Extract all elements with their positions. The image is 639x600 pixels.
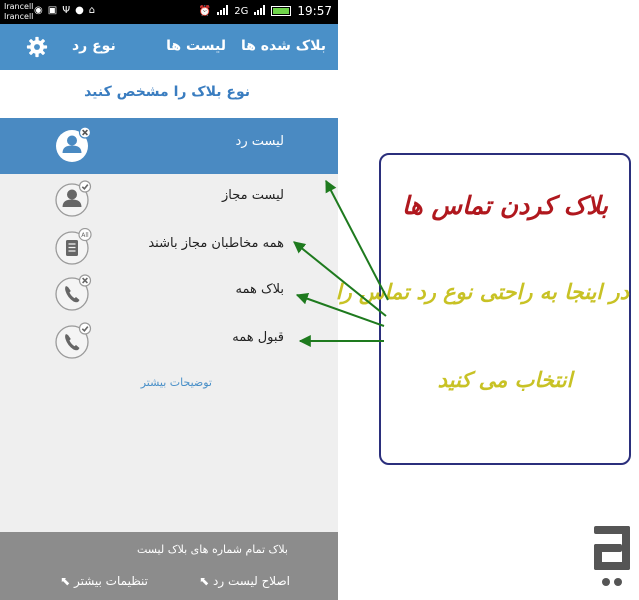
arrow-up-left-icon: ⬉ bbox=[199, 574, 210, 588]
message-icon: ● bbox=[75, 5, 84, 16]
signal-icon-2 bbox=[254, 5, 265, 18]
notification-icons bbox=[34, 5, 95, 16]
battery-icon bbox=[271, 6, 291, 16]
system-icons bbox=[199, 4, 332, 18]
carrier-2: Irancell bbox=[4, 12, 34, 21]
block-mode-label: همه مخاطبان مجاز باشند bbox=[148, 236, 284, 251]
block-mode-label: قبول همه bbox=[232, 330, 284, 345]
phone-allowed-icon bbox=[54, 322, 92, 360]
callout-line-2: انتخاب می کنید bbox=[437, 367, 573, 392]
block-mode-label: لیست رد bbox=[235, 134, 284, 149]
more-settings-label: تنظیمات بیشتر bbox=[73, 574, 148, 588]
network-type: 2G bbox=[234, 5, 249, 17]
tab-blocked[interactable]: بلاک شده ها bbox=[240, 38, 326, 54]
edit-list-label: اصلاح لیست رد bbox=[213, 574, 290, 588]
contact-blocked-icon bbox=[54, 126, 92, 164]
app-notification-icon: ◉ bbox=[34, 5, 43, 16]
carrier-names bbox=[4, 2, 33, 22]
block-mode-label: لیست مجاز bbox=[222, 188, 284, 203]
more-settings-button[interactable] bbox=[54, 574, 148, 588]
tab-lists[interactable]: لیست ها bbox=[166, 38, 226, 54]
tab-bar bbox=[0, 24, 338, 70]
store-logo-icon bbox=[588, 522, 636, 596]
callout-box bbox=[335, 153, 631, 465]
gear-icon[interactable] bbox=[26, 36, 48, 58]
arrow-up-left-icon: ⬉ bbox=[60, 574, 71, 588]
block-mode-allowed-list[interactable] bbox=[0, 174, 338, 222]
contact-allowed-icon bbox=[54, 180, 92, 218]
block-mode-reject-list[interactable] bbox=[0, 118, 338, 174]
block-mode-label: بلاک همه bbox=[235, 282, 284, 297]
svg-text:All: All bbox=[81, 232, 89, 239]
phone-blocked-icon bbox=[54, 274, 92, 312]
callout-title: بلاک کردن تماس ها bbox=[402, 191, 608, 220]
all-contacts-icon bbox=[54, 228, 92, 266]
carrier-1: Irancell bbox=[4, 2, 34, 11]
clock: 19:57 bbox=[297, 4, 332, 18]
block-mode-all-contacts[interactable] bbox=[0, 222, 338, 270]
page-subtitle: نوع بلاک را مشخص کنید bbox=[84, 84, 250, 100]
image-notification-icon: ▣ bbox=[47, 5, 58, 16]
signal-icon bbox=[217, 5, 228, 18]
callout-line-1: در اینجا به راحتی نوع رد تماس را bbox=[335, 279, 629, 304]
subtitle-bar bbox=[0, 70, 338, 118]
more-info-link[interactable]: توضیحات بیشتر bbox=[140, 376, 212, 389]
alarm-icon: ⏰ bbox=[198, 5, 212, 17]
block-mode-block-all[interactable] bbox=[0, 268, 338, 316]
edit-list-button[interactable] bbox=[193, 574, 290, 588]
android-icon: ⌂ bbox=[88, 5, 96, 16]
usb-icon: Ψ bbox=[62, 5, 71, 16]
block-mode-accept-all[interactable] bbox=[0, 316, 338, 364]
footer-hint: بلاک تمام شماره های بلاک لیست bbox=[136, 543, 288, 556]
footer-bar bbox=[0, 532, 338, 600]
status-bar bbox=[0, 0, 338, 24]
tab-block-type[interactable]: نوع رد bbox=[72, 38, 116, 54]
